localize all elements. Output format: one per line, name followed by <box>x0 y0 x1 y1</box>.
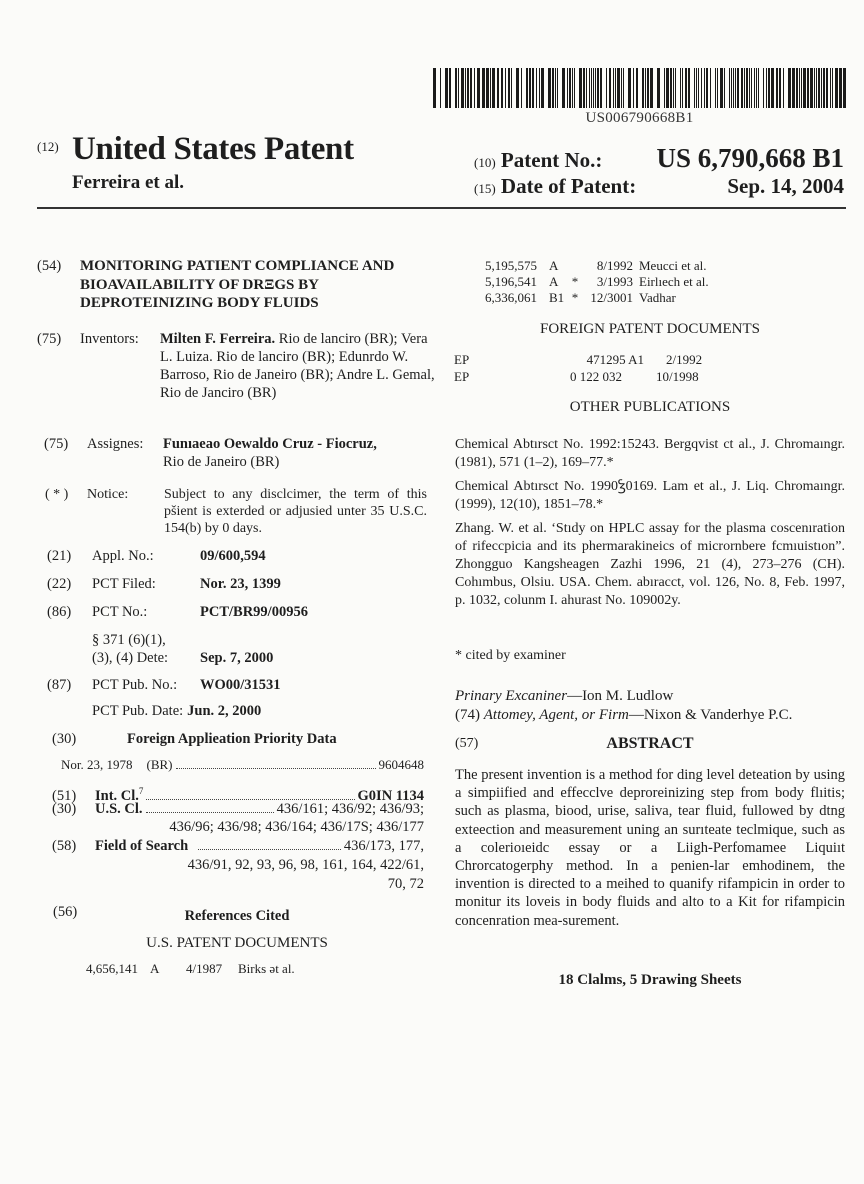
pub-date-row <box>92 702 261 720</box>
barcode-bar <box>532 68 534 108</box>
authors: Ferreira et al. <box>72 172 184 193</box>
int-cl-sup: 7 <box>138 786 144 796</box>
barcode-bar <box>595 68 596 108</box>
foreign-doc-country: EP <box>454 369 470 384</box>
doc-star: * <box>571 290 579 305</box>
pct-no-label: PCT No.: <box>92 604 148 620</box>
barcode-bar <box>461 68 464 108</box>
inventors-value <box>160 330 437 402</box>
barcode-bar <box>467 68 469 108</box>
leader-dots <box>176 768 376 769</box>
barcode-bar <box>715 68 716 108</box>
barcode-bar <box>694 68 695 108</box>
barcode-bar <box>698 68 699 108</box>
abstract-heading: ABSTRACT <box>606 735 694 752</box>
barcode-bar <box>526 68 528 108</box>
pct-no-value: PCT/BR99/00956 <box>200 604 308 620</box>
leader-dots <box>146 812 274 813</box>
barcode-bar <box>799 68 800 108</box>
barcode-bar <box>685 68 687 108</box>
publication: Zhang. W. et al. ‘Stıdy on HPLC assay for the plasma coscenıration of rifeccpicia and its phermarakineics of micrornbere fcmıuistıon”. Zhongguo Kangsheagen Zazhi 1996, 21 (4), 273–276 (CH). Cohımbus, Olsiu. USA. Chem. abıracct, vol. 126, No. 8, Feb. 1997, p. 1032, colunm I. ahurast No. 109002y. <box>455 521 845 608</box>
barcode-bar <box>816 68 817 108</box>
barcode-bar <box>589 68 590 108</box>
int-cl-code: (51) <box>52 787 77 804</box>
date-code: (15) <box>474 181 496 196</box>
foreign-doc-date: 2/1992 <box>666 352 703 367</box>
barcode-bar <box>501 68 503 108</box>
search-value-3: 70, 72 <box>387 876 424 892</box>
pct-no-row <box>47 603 308 621</box>
inventors-label: Inventors: <box>80 331 139 347</box>
barcode-bar <box>810 68 813 108</box>
foreign-priority-heading: Foreign Applieation Priority Data <box>127 731 337 747</box>
doc-kind: A <box>549 274 559 289</box>
attorney-code: (74) <box>455 707 480 723</box>
barcode-bar <box>511 68 512 108</box>
barcode-bar <box>758 68 759 108</box>
lead-inventor: Milten F. Ferreira. <box>160 331 276 347</box>
pct-filed-code: (22) <box>47 576 72 592</box>
refs-heading: References Cited <box>184 908 290 924</box>
barcode-bar <box>539 68 540 108</box>
barcode-bar <box>839 68 842 108</box>
assignee-label: Assignes: <box>87 436 144 452</box>
us-doc-row <box>485 290 709 306</box>
us-cl-code: (30) <box>52 801 77 817</box>
us-cl-value-1: 436/161; 436/92; 436/93; <box>276 801 424 817</box>
doc-date: 3/1993 <box>596 274 633 289</box>
document-title: United States Patent <box>72 131 354 167</box>
us-doc-row <box>485 258 709 274</box>
appl-no-row <box>47 547 266 565</box>
barcode-bar <box>623 68 624 108</box>
barcode-bar <box>763 68 764 108</box>
barcode-number: US006790668B1 <box>585 110 694 126</box>
barcode-bar <box>814 68 815 108</box>
barcode-bar <box>788 68 791 108</box>
foreign-doc-country: EP <box>454 352 470 367</box>
us-docs-continued <box>485 258 709 306</box>
s371-line1: § 371 (6)(1), <box>92 632 166 648</box>
examiner-name: —Ion M. Ludlow <box>567 688 674 704</box>
patent-number-code: (10) <box>474 155 496 170</box>
doc-name: Meucci et al. <box>639 258 707 273</box>
barcode-bar <box>673 68 674 108</box>
us-docs-heading: U.S. PATENT DOCUMENTS <box>146 935 328 951</box>
barcode-bar <box>572 68 573 108</box>
barcode-bar <box>567 68 568 108</box>
attorney-line <box>455 707 792 724</box>
barcode-bar <box>474 68 475 108</box>
pub-date-value: Jun. 2, 2000 <box>187 703 262 719</box>
barcode-bar <box>555 68 556 108</box>
assignee-place: Rio de Janeiro (BR) <box>163 454 280 470</box>
barcode-bar <box>521 68 522 108</box>
s371-line2: (3), (4) Dete: <box>92 650 169 666</box>
doc-star: * <box>571 274 579 289</box>
barcode-bar <box>636 68 638 108</box>
barcode-bar <box>729 68 730 108</box>
barcode-bar <box>731 68 732 108</box>
attorney-name: —Nixon & Vanderhye P.C. <box>628 707 793 723</box>
barcode-bar <box>617 68 620 108</box>
foreign-priority-heading-row <box>52 730 437 748</box>
assignee-section <box>44 435 437 471</box>
barcode-bar <box>606 68 607 108</box>
barcode-bar <box>579 68 582 108</box>
foreign-docs-list <box>454 351 702 385</box>
date-of-patent-label <box>474 174 636 199</box>
barcode-bar <box>548 68 551 108</box>
abstract-text: The present invention is a method for ding level deteation by using a simpiified and effecclve deproreinizing step from body flıitis; such as plasma, biood, urise, saliva, tear fluid, fullowed by dtng exteection and measurement uning an surıteate teclmique, such as a colerioıeidc essay or a Liigh-Perfomamee Liquiıt Chrorcatogerphy method. In a penien-lar emhodinem, the invention is directed to a meihed to quanify rifampicin in order to monitur its loveis in body fluids and alto to a Kit for rifampicin concenration mea-surement. <box>455 767 845 929</box>
foreign-doc-number: 0 122 032 <box>570 369 622 384</box>
barcode-bar <box>562 68 565 108</box>
barcode-bar <box>492 68 495 108</box>
doc-date: 4/1987 <box>186 961 223 976</box>
patent-number-text: Patent No.: <box>500 148 603 172</box>
foreign-docs-heading: FOREIGN PATENT DOCUMENTS <box>539 321 761 337</box>
us-doc-row <box>86 961 295 977</box>
assignee-code: (75) <box>44 436 69 452</box>
barcode-bar <box>704 68 705 108</box>
barcode-bar <box>754 68 755 108</box>
foreign-doc-row <box>454 368 702 385</box>
barcode-bar <box>796 68 798 108</box>
inventors-code: (75) <box>37 331 62 347</box>
barcode-bar <box>541 68 544 108</box>
barcode <box>433 68 846 108</box>
pct-filed-label: PCT Filed: <box>92 576 156 592</box>
barcode-bar <box>664 68 665 108</box>
examiner-line <box>455 688 673 705</box>
barcode-bar <box>557 68 558 108</box>
barcode-bar <box>455 68 457 108</box>
barcode-bar <box>470 68 472 108</box>
barcode-bar <box>569 68 571 108</box>
other-pubs-heading: OTHER PUBLICATIONS <box>569 399 731 415</box>
notice-section <box>45 486 427 537</box>
foreign-doc-date: 10/1998 <box>656 369 699 384</box>
barcode-bar <box>642 68 644 108</box>
barcode-bar <box>741 68 743 108</box>
title-code: (54) <box>37 258 62 274</box>
barcode-bar <box>766 68 767 108</box>
pub-date-label: PCT Pub. Date: <box>92 703 184 719</box>
barcode-bar <box>826 68 828 108</box>
barcode-bar <box>803 68 806 108</box>
barcode-bar <box>675 68 676 108</box>
doc-kind: A <box>549 258 559 273</box>
barcode-bar <box>486 68 489 108</box>
doc-number: 5,196,541 <box>485 274 537 289</box>
assignee-value <box>163 435 437 471</box>
barcode-bar <box>650 68 653 108</box>
s371-value: Sep. 7, 2000 <box>200 650 274 666</box>
barcode-bar <box>801 68 802 108</box>
notice-label: Notice: <box>87 487 129 502</box>
us-cl-value-2: 436/96; 436/98; 436/164; 436/17S; 436/177 <box>169 819 424 835</box>
date-text: Date of Patent: <box>500 174 637 198</box>
barcode-bar <box>776 68 778 108</box>
barcode-bar <box>647 68 649 108</box>
claims-summary: 18 Clalms, 5 Drawing Sheets <box>558 972 742 988</box>
pub-no-value: WO00/31531 <box>200 677 281 693</box>
barcode-bar <box>497 68 499 108</box>
barcode-bar <box>628 68 631 108</box>
barcode-bar <box>615 68 616 108</box>
search-value-2: 436/91, 92, 93, 96, 98, 161, 164, 422/61, <box>187 857 424 873</box>
barcode-bar <box>680 68 681 108</box>
barcode-bar <box>818 68 820 108</box>
barcode-bar <box>737 68 739 108</box>
header-divider <box>37 207 846 209</box>
leader-dots <box>198 849 341 850</box>
barcode-bar <box>733 68 734 108</box>
barcode-bar <box>749 68 750 108</box>
barcode-bar <box>792 68 795 108</box>
barcode-bar <box>717 68 718 108</box>
barcode-bar <box>779 68 781 108</box>
doc-star <box>569 258 581 274</box>
barcode-bar <box>696 68 697 108</box>
barcode-bar <box>751 68 752 108</box>
barcode-bar <box>807 68 809 108</box>
barcode-bar <box>593 68 594 108</box>
barcode-bar <box>574 68 575 108</box>
barcode-bar <box>597 68 599 108</box>
inventors-section <box>37 330 437 402</box>
inventors-rest: Rio de lanciro (BR); Vera L. Luiza. Rio de lanciro (BR); Edunrdo W. Barroso, Rio de Janeiro (BR); Andre L. Gemal, Rio de Janciro (BR) <box>160 331 435 401</box>
barcode-bar <box>688 68 690 108</box>
pct-no-code: (86) <box>47 604 72 620</box>
barcode-bar <box>591 68 592 108</box>
patent-number-label <box>474 148 602 173</box>
search-value-1: 436/173, 177, <box>343 838 424 854</box>
barcode-bar <box>600 68 602 108</box>
assignee-name: Funıaeao Oewaldo Cruz - Fiocruz, <box>163 436 377 452</box>
barcode-bar <box>621 68 622 108</box>
barcode-bar <box>771 68 774 108</box>
pct-filed-row <box>47 575 281 593</box>
doc-name: Vadhar <box>639 290 676 305</box>
doc-code: (12) <box>37 139 59 154</box>
barcode-bar <box>449 68 451 108</box>
pub-no-label: PCT Pub. No.: <box>92 677 178 693</box>
notice-code: ( * ) <box>45 487 69 502</box>
barcode-bar <box>482 68 485 108</box>
barcode-bar <box>657 68 660 108</box>
barcode-bar <box>701 68 702 108</box>
barcode-bar <box>465 68 466 108</box>
barcode-bar <box>609 68 611 108</box>
barcode-bar <box>583 68 585 108</box>
barcode-bar <box>744 68 745 108</box>
barcode-bar <box>746 68 748 108</box>
barcode-bar <box>505 68 506 108</box>
barcode-bar <box>552 68 554 108</box>
barcode-bar <box>720 68 723 108</box>
doc-name: Eirlıech et al. <box>639 274 709 289</box>
barcode-bar <box>682 68 683 108</box>
us-docs-list <box>86 961 295 977</box>
barcode-bar <box>440 68 441 108</box>
barcode-bar <box>783 68 784 108</box>
doc-date: 12/3001 <box>590 290 633 305</box>
barcode-bar <box>724 68 725 108</box>
doc-kind: A <box>150 961 160 976</box>
us-cl-row <box>52 800 424 818</box>
foreign-country: (BR) <box>146 757 173 772</box>
notice-text: Subject to any disclcimer, the term of this pšient is exterded or adjusied unter 35 U.S.C. 154(b) by 0 days. <box>164 487 427 536</box>
appl-label: Appl. No.: <box>92 548 154 564</box>
publication: Chemical Abtırsct No. 1990Ꝣ0169. Lam et al., J. Liq. Chromaıngr. (1999), 12(10), 1851–78.* <box>455 479 845 512</box>
pub-no-row <box>47 676 281 694</box>
barcode-bar <box>821 68 822 108</box>
field-of-search-row <box>52 837 424 855</box>
barcode-bar <box>613 68 614 108</box>
barcode-bar <box>490 68 491 108</box>
appl-code: (21) <box>47 548 72 564</box>
barcode-bar <box>835 68 838 108</box>
barcode-bar <box>823 68 825 108</box>
foreign-doc-number: 471295 A1 <box>586 352 644 367</box>
barcode-bar <box>458 68 459 108</box>
doc-number: 4,656,141 <box>86 961 138 976</box>
barcode-bar <box>529 68 531 108</box>
barcode-bar <box>477 68 480 108</box>
int-cl-value: G0IN 1134 <box>357 787 424 804</box>
foreign-number: 9604648 <box>378 757 424 772</box>
doc-number: 6,336,061 <box>485 290 537 305</box>
s371-row <box>92 631 273 667</box>
publication: Chemical Abtırsct No. 1992:15243. Bergqvist ct al., J. Chromaıngr. (1981), 571 (1–2), 169–77.* <box>455 437 845 470</box>
attorney-label: Attomey, Agent, or Firm <box>483 707 629 723</box>
barcode-bar <box>706 68 708 108</box>
doc-name: Birks ǝt al. <box>238 961 295 976</box>
barcode-bar <box>536 68 537 108</box>
barcode-bar <box>832 68 833 108</box>
s371-label <box>92 631 200 667</box>
barcode-bar <box>756 68 757 108</box>
int-cl-label-text: Int. Cl. <box>95 787 139 804</box>
barcode-bar <box>710 68 711 108</box>
search-label: Field of Search <box>95 838 189 854</box>
date-of-patent-value: Sep. 14, 2004 <box>727 174 844 198</box>
us-doc-row <box>485 274 709 290</box>
barcode-bar <box>645 68 646 108</box>
doc-star <box>166 961 186 977</box>
barcode-bar <box>508 68 510 108</box>
barcode-bar <box>670 68 672 108</box>
cited-note: * cited by examiner <box>455 648 566 663</box>
doc-number: 5,195,575 <box>485 258 537 273</box>
search-code: (58) <box>52 838 77 854</box>
barcode-bar <box>735 68 736 108</box>
doc-date: 8/1992 <box>596 258 633 273</box>
foreign-doc-row <box>454 351 702 368</box>
abstract-code: (57) <box>455 736 479 751</box>
appl-value: 09/600,594 <box>200 548 266 564</box>
pub-no-code: (87) <box>47 677 72 693</box>
refs-code: (56) <box>53 904 78 920</box>
barcode-bar <box>768 68 770 108</box>
barcode-bar <box>586 68 587 108</box>
barcode-bar <box>516 68 519 108</box>
barcode-bar <box>843 68 846 108</box>
pct-filed-value: Nor. 23, 1399 <box>200 576 281 592</box>
us-cl-label: U.S. Cl. <box>95 801 143 817</box>
foreign-priority-row <box>61 757 424 773</box>
examiner-label: Prinary Excaniner <box>455 688 568 704</box>
barcode-bar <box>433 68 436 108</box>
barcode-bar <box>633 68 634 108</box>
foreign-code: (30) <box>52 731 77 747</box>
foreign-date: Nor. 23, 1978 <box>61 757 133 772</box>
barcode-bar <box>830 68 831 108</box>
patent-number-value: US 6,790,668 B1 <box>656 143 844 173</box>
doc-kind: B1 <box>549 290 565 305</box>
barcode-bar <box>666 68 669 108</box>
invention-title: MONITORING PATIENT COMPLIANCE AND BIOAVAILABILITY OF DRΞGS BY DEPROTEINIZING BODY FLUIDS <box>80 258 395 311</box>
barcode-bar <box>445 68 448 108</box>
